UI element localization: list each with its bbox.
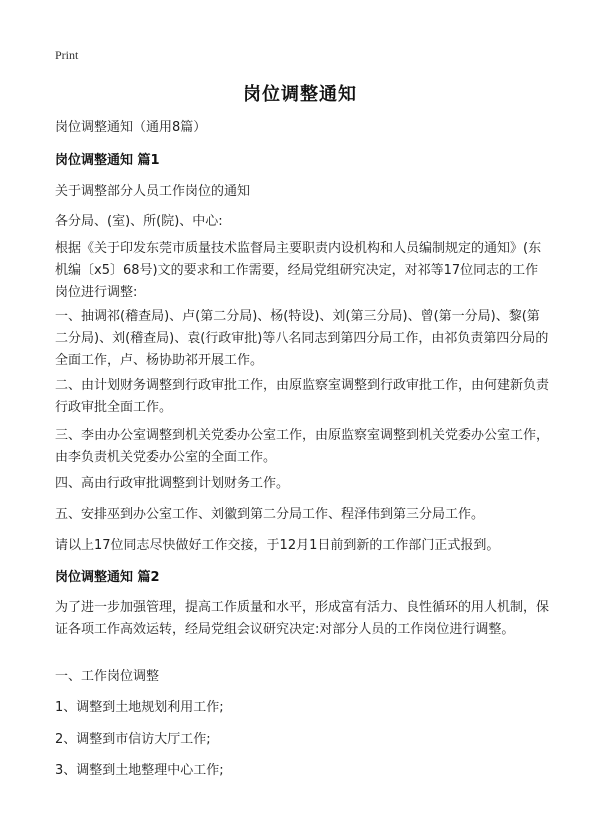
list-item: 2、调整到市信访大厅工作; <box>55 732 211 747</box>
section2-paragraph: 为了进一步加强管理，提高工作质量和水平，形成富有活力、良性循环的用人机制，保证各项工作高效运转，经局党组会议研究决定:对部分人员的工作岗位进行调整。 <box>55 600 550 637</box>
section-heading-2: 岗位调整通知 篇2 <box>55 570 160 585</box>
adjustment-item-4: 四、高由行政审批调整到计划财务工作。 <box>55 476 290 491</box>
notice-subject: 关于调整部分人员工作岗位的通知 <box>55 184 251 199</box>
salutation: 各分局、(室)、所(院)、中心: <box>55 214 223 229</box>
closing-paragraph: 请以上17位同志尽快做好工作交接，于12月1日前到新的工作部门正式报到。 <box>55 538 500 553</box>
adjustment-item-2: 二、由计划财务调整到行政审批工作，由原监察室调整到行政审批工作，由何建新负责行政审批全面工作。 <box>55 378 550 415</box>
subheading-job-adjustment: 一、工作岗位调整 <box>55 669 160 684</box>
list-item: 1、调整到土地规划利用工作; <box>55 700 224 715</box>
intro-line: 岗位调整通知（通用8篇） <box>55 120 207 135</box>
document-title: 岗位调整通知 <box>243 84 357 105</box>
basis-paragraph: 根据《关于印发东莞市质量技术监督局主要职责内设机构和人员编制规定的通知》(东机编〔x5〕68号)文的要求和工作需要，经局党组研究决定，对祁等17位同志的工作岗位进行调整: <box>55 241 542 300</box>
section-heading-1: 岗位调整通知 篇1 <box>55 153 160 168</box>
list-item: 3、调整到土地整理中心工作; <box>55 763 224 778</box>
print-label: Print <box>55 48 79 62</box>
adjustment-item-3: 三、李由办公室调整到机关党委办公室工作，由原监察室调整到机关党委办公室工作，由李负责机关党委办公室的全面工作。 <box>55 428 550 465</box>
adjustment-item-1: 一、抽调祁(稽查局)、卢(第二分局)、杨(特设)、刘(第三分局)、曾(第一分局)、黎(第二分局)、刘(稽查局)、袁(行政审批)等八名同志到第四分局工作，由祁负责第四分局的全面工作，卢、杨协助祁开展工作。 <box>55 309 549 368</box>
adjustment-item-5: 五、安排巫到办公室工作、刘徽到第二分局工作、程泽伟到第三分局工作。 <box>55 507 485 522</box>
